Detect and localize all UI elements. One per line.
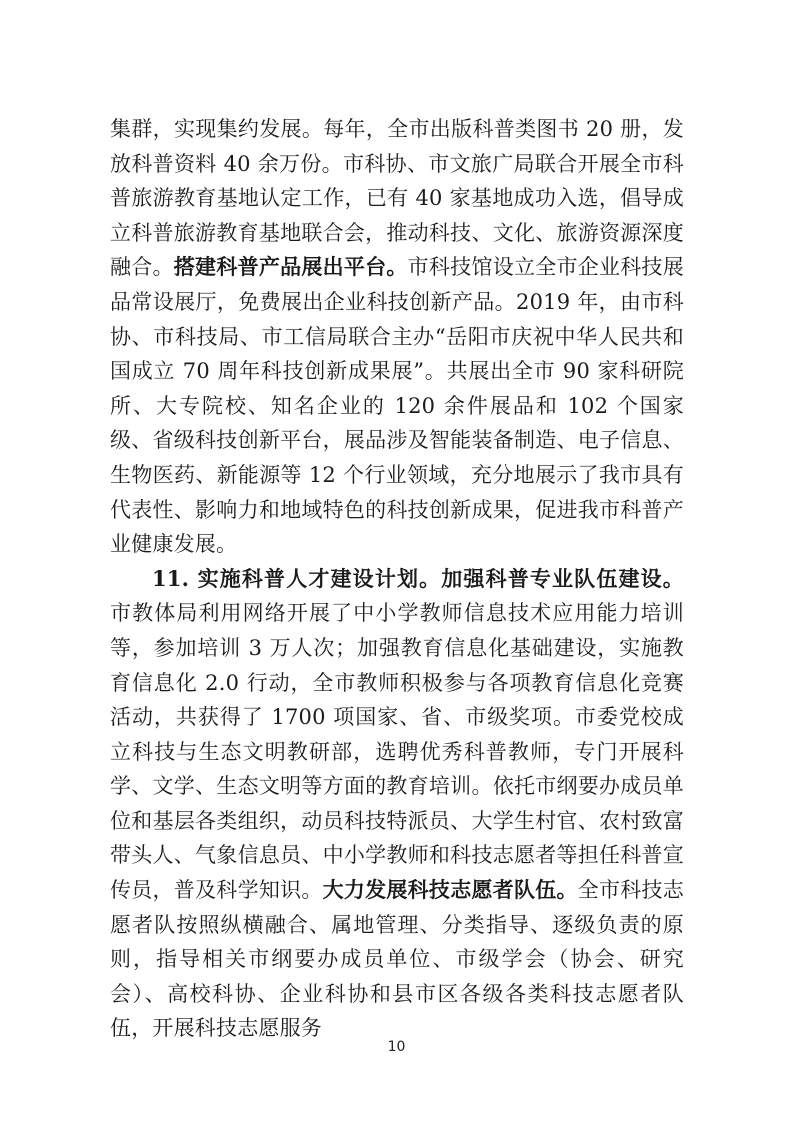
page-footer — [0, 1036, 793, 1055]
paragraph-talent-plan — [110, 562, 684, 1046]
text-run: 市教体局利用网络开展了中小学教师信息技术应用能力培训等，参加培训 3 万人次；加强教育信息化基础建设，实施教育信息化 2.0 行动，全市教师积极参与各项教育信息化竞赛活动，共获得了 1700 项国家、省、市级奖项。市委党校成立科技与生态文明教研部，选聘优秀科普教师，专门开展科学、文学、生态文明等方面的教育培训。依托市纲要办成员单位和基层各类组织，动员科技特派员、大学生村官、农村致富带头人、气象信息员、中小学教师和科技志愿者等担任科普宣传员，普及科学知识。 — [110, 601, 684, 903]
text-run: 市科技馆设立全市企业科技展品常设展厅，免费展出企业科技创新产品。2019 年，由市科协、市科技局、市工信局联合主办“岳阳市庆祝中华人民共和国成立 70 周年科技创新成果展”。共展出全市 90 家科研院所、大专院校、知名企业的 120 余件展品和 102 个国家级、省级科技创新平台，展品涉及智能装备制造、电子信息、生物医药、新能源等 12 个行业领域，充分地展示了我市具有代表性、影响力和地域特色的科技创新成果，促进我市科普产业健康发展。 — [110, 255, 684, 557]
page-number: 10 — [387, 1039, 406, 1055]
bold-heading-run: 11. 实施科普人才建设计划。加强科普专业队伍建设。 — [152, 565, 684, 591]
text-run: 全市科技志愿者队按照纵横融合、属地管理、分类指导、逐级负责的原则，指导相关市纲要办成员单位、市级学会（协会、研究会）、高校科协、企业科协和县市区各级各类科技志愿者队伍，开展科技志愿服务 — [110, 878, 685, 1041]
text-run: 集群，实现集约发展。每年，全市出版科普类图书 20 册，发放科普资料 40 余万份。市科协、市文旅广局联合开展全市科普旅游教育基地认定工作，已有 40 家基地成功入选，倡导成立科普旅游教育基地联合会，推动科技、文化、旅游资源深度融合。 — [110, 117, 684, 280]
document-body — [110, 112, 684, 1046]
paragraph-science-popularization — [110, 112, 684, 562]
bold-heading-run: 搭建科普产品展出平台。 — [173, 254, 408, 280]
bold-heading-run: 大力发展科技志愿者队伍。 — [322, 877, 578, 903]
